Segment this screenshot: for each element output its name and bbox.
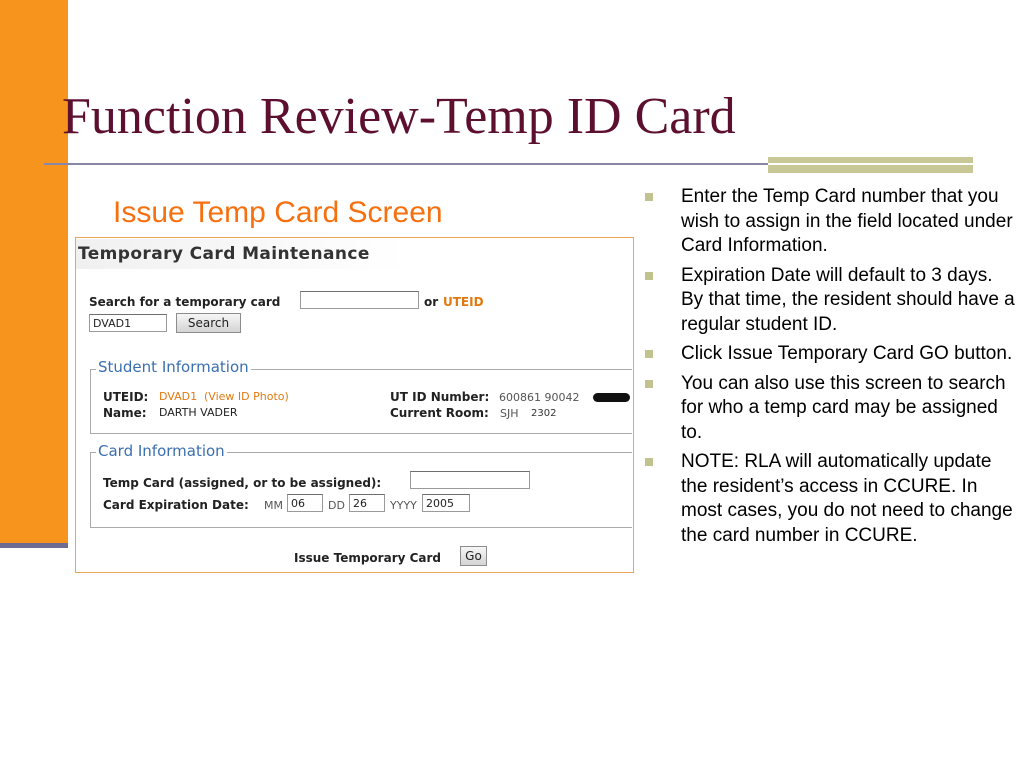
student-uteid-value: DVAD1 (159, 390, 198, 403)
student-info-legend: Student Information (98, 358, 249, 376)
student-name-label: Name: (103, 406, 147, 420)
room-building-value: SJH (500, 407, 519, 420)
current-room-label: Current Room: (390, 406, 489, 420)
list-item (640, 450, 1015, 548)
view-id-photo-link[interactable]: (View ID Photo) (204, 390, 289, 403)
temp-card-label: Temp Card (assigned, or to be assigned): (103, 476, 382, 490)
uteid-input[interactable]: DVAD1 (89, 314, 167, 332)
bullet-text: Enter the Temp Card number that you wish to assign in the field located under Card Information. (681, 186, 1013, 256)
bullet-text: Click Issue Temporary Card GO button. (681, 343, 1013, 364)
slide-title: Function Review-Temp ID Card (62, 88, 736, 145)
search-label: Search for a temporary card (89, 295, 281, 309)
redaction-mark (593, 393, 630, 402)
olive-accent-bar (768, 157, 973, 173)
list-item (640, 185, 1015, 259)
expiration-month-input[interactable]: 06 (287, 494, 323, 512)
list-item (640, 372, 1015, 446)
screen-panel (75, 237, 634, 573)
square-bullet-icon (645, 380, 653, 388)
yyyy-label: YYYY (390, 499, 417, 512)
side-bar-rule (0, 543, 68, 548)
card-info-legend: Card Information (98, 442, 225, 460)
expiration-year-input[interactable]: 2005 (422, 494, 470, 512)
issue-temp-card-label: Issue Temporary Card (294, 551, 442, 565)
square-bullet-icon (645, 458, 653, 466)
list-item (640, 264, 1015, 338)
utid-value: 600861 90042 (499, 391, 580, 404)
utid-label: UT ID Number: (390, 390, 490, 404)
mm-label: MM (264, 499, 283, 512)
square-bullet-icon (645, 350, 653, 358)
student-name-value: DARTH VADER (159, 406, 238, 419)
instruction-list (640, 185, 1015, 553)
list-item (640, 342, 1015, 367)
room-number-value: 2302 (531, 408, 557, 419)
expiration-label: Card Expiration Date: (103, 498, 249, 512)
card-info-group (90, 452, 632, 528)
student-uteid-label: UTEID: (103, 390, 149, 404)
go-button[interactable]: Go (460, 546, 487, 566)
or-label: or (424, 295, 439, 309)
bullet-text: You can also use this screen to search for who a temp card may be assigned to. (681, 372, 1006, 443)
bullet-text: Expiration Date will default to 3 days. By that time, the resident should have a regular student ID. (681, 264, 1015, 335)
title-rule (44, 163, 768, 165)
search-temp-card-input[interactable] (300, 291, 419, 309)
screen-heading: Temporary Card Maintenance (78, 244, 370, 264)
temp-card-input[interactable] (410, 471, 530, 489)
square-bullet-icon (645, 193, 653, 201)
slide-subtitle: Issue Temp Card Screen (113, 196, 443, 229)
bullet-text: NOTE: RLA will automatically update the resident’s access in CCURE. In most cases, you do not need to change the card number in CCURE. (681, 451, 1013, 546)
orange-side-bar (0, 0, 68, 544)
dd-label: DD (328, 499, 345, 512)
uteid-search-label: UTEID (443, 295, 484, 309)
expiration-day-input[interactable]: 26 (349, 494, 385, 512)
search-button[interactable]: Search (176, 313, 241, 333)
square-bullet-icon (645, 272, 653, 280)
